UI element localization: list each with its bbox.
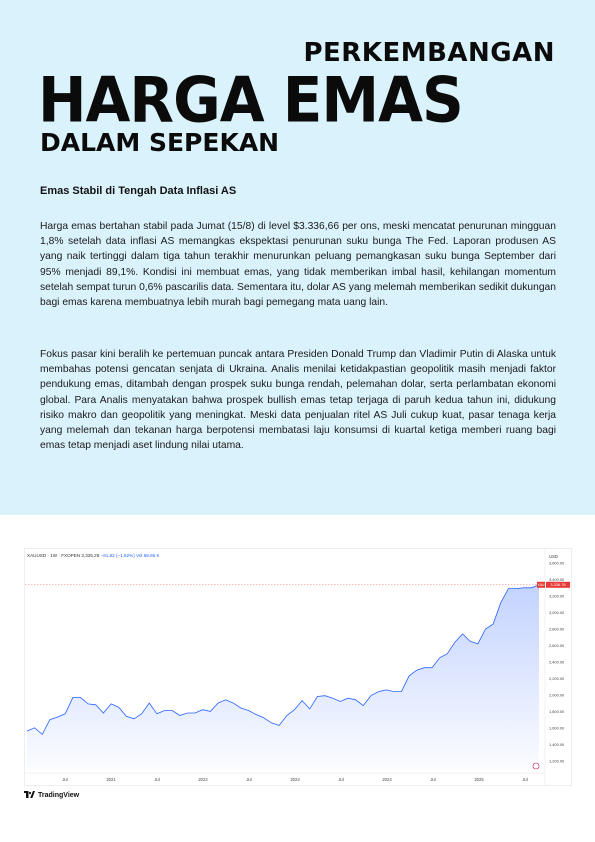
x-tick-label: Jul [338, 777, 344, 782]
y-tick-label: 1,800.00 [549, 708, 565, 714]
x-tick-label: 2022 [198, 777, 208, 782]
title-line-harga-emas: HARGA EMAS [38, 63, 463, 137]
legend-last: 3,335.28 [81, 553, 100, 558]
tradingview-wordmark: TradingView [38, 791, 80, 799]
title-line-dalam-sepekan: DALAM SEPEKAN [40, 128, 280, 157]
legend-volume: Vol 68.66 K [136, 553, 160, 558]
x-tick-label: Jul [154, 777, 160, 782]
x-tick-label: 2021 [106, 777, 116, 782]
y-tick-label: 3,200.00 [549, 593, 565, 599]
article-paragraph-1: Harga emas bertahan stabil pada Jumat (15/8) di level $3.336,66 per ons, meski mencatat penurunan mingguan 1,8% setelah data inflasi AS memangkas ekspektasi penurunan suku bunga The Fed. Laporan produsen AS yang naik tertinggi dalam tiga tahun terakhir menurunkan peluang pemangkasan suku bunga September dari 95% menjadi 89,1%. Kondisi ini membuat emas, yang tidak memberikan imbal hasil, kehilangan momentum setelah sempat turun 0,6% pascarilis data. Sementara itu, dolar AS yang melemah memberikan sedikit dukungan bagi emas karena membuatnya lebih murah bagi pemegang mata uang lain. [40, 221, 556, 309]
chart-legend [27, 553, 160, 558]
x-tick-label: 2023 [290, 777, 300, 782]
price-area-fill [27, 585, 539, 769]
tradingview-branding [24, 791, 79, 799]
x-tick-label: Jul [430, 777, 436, 782]
article-paragraph-2: Fokus pasar kini beralih ke pertemuan puncak antara Presiden Donald Trump dan Vladimir Putin di Alaska untuk membahas potensi gencatan senjata di Ukraina. Analis menilai ketidakpastian geopolitik masih menjadi faktor pendukung emas, ditambah dengan prospek suku bunga rendah, pelemahan dolar, serta perlambatan ekonomi global. Para Analis menyatakan bahwa prospek bullish emas tetap terjaga di paruh kedua tahun ini, didukung risiko makro dan geopolitik yang meningkat. Meski data penjualan ritel AS Juli cukup kuat, pasar tenaga kerja yang melemah dan tekanan harga berpotensi membatasi laju konsumsi di kuartal ketiga memberi ruang bagi emas tetap menjadi aset lindung nilai utama. [40, 349, 556, 452]
last-price-label: 3,336.76 [550, 582, 566, 588]
event-marker-icon [533, 763, 539, 769]
y-tick-label: 2,400.00 [549, 659, 565, 665]
y-tick-label: 2,200.00 [549, 675, 565, 681]
y-tick-label: 2,600.00 [549, 642, 565, 648]
y-tick-label: 3,400.00 [549, 577, 565, 583]
article-subheading: Emas Stabil di Tengah Data Inflasi AS [40, 185, 237, 197]
price-axis-currency: USD [549, 554, 558, 559]
gold-price-chart [24, 548, 572, 786]
y-tick-label: 3,000.00 [549, 610, 565, 616]
x-tick-label: Jul [62, 777, 68, 782]
chart-canvas [25, 549, 571, 785]
legend-change: −61.82 (−1.82%) [100, 553, 135, 558]
y-tick-label: 3,600.00 [549, 560, 565, 566]
tradingview-logo-icon [24, 791, 35, 799]
x-tick-label: 2025 [474, 777, 484, 782]
x-tick-label: Jul [246, 777, 252, 782]
x-tick-label: Jul [522, 777, 528, 782]
y-tick-label: 1,600.00 [549, 725, 565, 731]
last-price-symbol-text: XAU [537, 583, 545, 588]
title-line-perkembangan: PERKEMBANGAN [303, 38, 555, 68]
y-tick-label: 1,200.00 [549, 758, 565, 764]
y-tick-label: 2,000.00 [549, 692, 565, 698]
x-tick-label: 2024 [382, 777, 392, 782]
legend-symbol: XAUUSD · 1W · FXOPEN [27, 553, 81, 558]
y-tick-label: 1,400.00 [549, 741, 565, 747]
y-tick-label: 2,800.00 [549, 626, 565, 632]
